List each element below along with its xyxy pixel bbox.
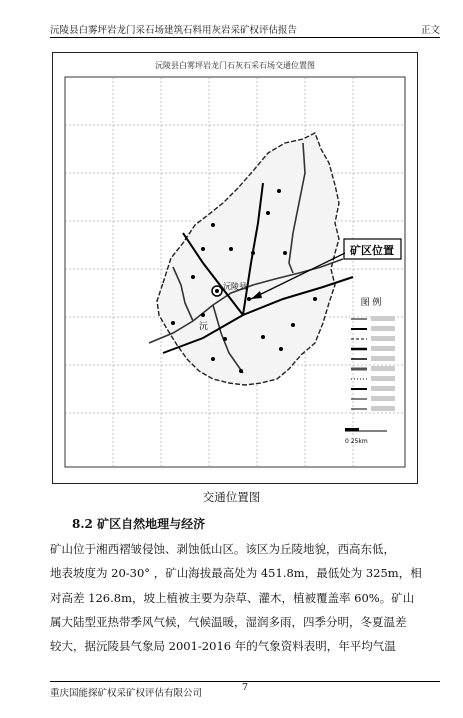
- page-header: [50, 19, 440, 38]
- legend-title: 图 例: [360, 298, 382, 308]
- scale-bar: [345, 428, 387, 445]
- header-section: 正文: [420, 25, 440, 36]
- section-heading: [72, 515, 205, 532]
- map-title: 沅陵县白雾坪岩龙门石灰石采石场交通位置图: [155, 61, 315, 70]
- section-title: 矿区自然地理与经济: [97, 517, 206, 531]
- paragraph-line: 较大，据沅陵县气象局 2001-2016 年的气象资料表明，年平均气温: [50, 639, 396, 654]
- county-boundary: [157, 133, 339, 385]
- footer-company: 重庆国能探矿权采矿权评估有限公司: [50, 688, 203, 699]
- header-title: 沅陵县白雾坪岩龙门采石场建筑石料用灰岩采矿权评估报告: [50, 25, 298, 36]
- paragraph-line: 对高差 126.8m，坡上植被主要为杂草、灌木，植被覆盖率 60%。矿山: [50, 590, 415, 605]
- body-paragraph: [50, 537, 443, 658]
- section-number: 8.2: [72, 517, 93, 531]
- county-seat-label: 沅陵县: [223, 282, 247, 291]
- paragraph-line: 属大陆型亚热带季风气候，气候温暖，湿润多雨，四季分明，冬夏温差: [50, 614, 407, 629]
- page-footer: [50, 681, 440, 700]
- mine-location-label: 矿区位置: [350, 244, 394, 257]
- page-number: 7: [242, 682, 249, 693]
- paragraph-line: 矿山位于湘西褶皱侵蚀、剥蚀低山区。该区为丘陵地貌，西高东低，: [50, 542, 395, 556]
- scale-label: 0 25km: [345, 438, 368, 445]
- map-legend: [351, 296, 395, 411]
- traffic-location-map: [52, 52, 418, 484]
- river-label: 沅: [199, 322, 209, 332]
- figure-caption: 交通位置图: [202, 490, 261, 504]
- paragraph-line: 地表坡度为 20-30° ，矿山海拔最高处为 451.8m，最低处为 325m，相: [50, 566, 422, 581]
